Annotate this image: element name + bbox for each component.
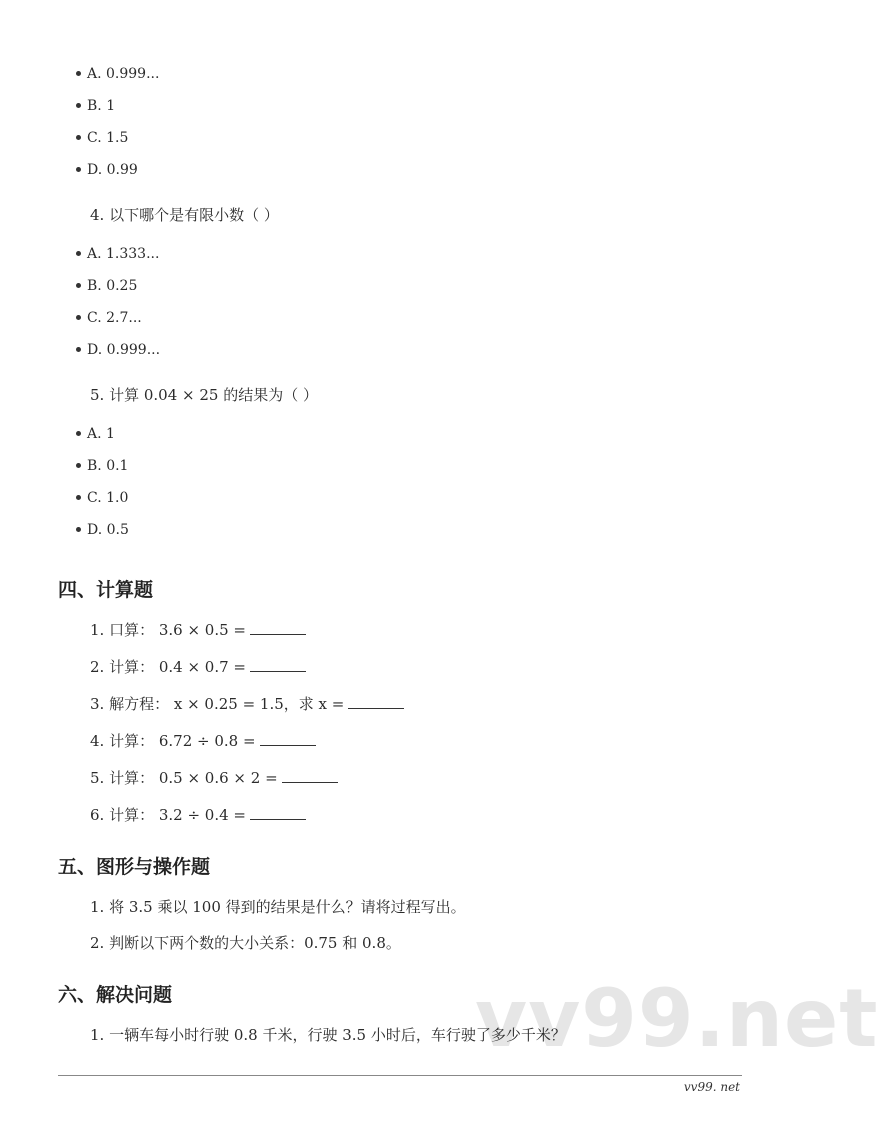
bullet-icon (76, 315, 81, 320)
answer-blank[interactable] (250, 657, 306, 672)
answer-blank[interactable] (250, 805, 306, 820)
q5-stem: 5. 计算 0.04 × 25 的结果为（ ） (90, 386, 318, 404)
calc-item-2: 2. 计算： 0.4 × 0.7 = (90, 657, 306, 677)
q4-stem: 4. 以下哪个是有限小数（ ） (90, 206, 279, 224)
calc-item-6: 6. 计算： 3.2 ÷ 0.4 = (90, 805, 306, 825)
watermark: vv99.net (475, 972, 878, 1065)
answer-blank[interactable] (348, 694, 404, 709)
geometry-item-1: 1. 将 3.5 乘以 100 得到的结果是什么？请将过程写出。 (90, 898, 466, 916)
bullet-icon (76, 431, 81, 436)
calc-item-3: 3. 解方程： x × 0.25 = 1.5，求 x = (90, 694, 404, 714)
q3-option-b: B. 1 (76, 96, 115, 116)
geometry-item-2: 2. 判断以下两个数的大小关系：0.75 和 0.8。 (90, 934, 401, 952)
section-title-calculation: 四、计算题 (58, 579, 154, 601)
calc-item-4: 4. 计算： 6.72 ÷ 0.8 = (90, 731, 316, 751)
q5-option-c: C. 1.0 (76, 488, 128, 508)
bullet-icon (76, 251, 81, 256)
q5-option-a: A. 1 (76, 424, 115, 444)
section-title-geometry: 五、图形与操作题 (58, 856, 211, 878)
calc-item-5: 5. 计算： 0.5 × 0.6 × 2 = (90, 768, 338, 788)
calc-item-1: 1. 口算： 3.6 × 0.5 = (90, 620, 306, 640)
section-title-problems: 六、解决问题 (58, 984, 173, 1006)
bullet-icon (76, 167, 81, 172)
bullet-icon (76, 283, 81, 288)
problem-item-1: 1. 一辆车每小时行驶 0.8 千米，行驶 3.5 小时后，车行驶了多少千米？ (90, 1026, 566, 1044)
bullet-icon (76, 495, 81, 500)
answer-blank[interactable] (250, 620, 306, 635)
bullet-icon (76, 71, 81, 76)
bullet-icon (76, 463, 81, 468)
bullet-icon (76, 347, 81, 352)
footer-site-label: vv99. net (683, 1080, 740, 1094)
answer-blank[interactable] (260, 731, 316, 746)
q3-option-d: D. 0.99 (76, 160, 138, 180)
bullet-icon (76, 527, 81, 532)
bullet-icon (76, 135, 81, 140)
q4-option-a: A. 1.333... (76, 244, 159, 264)
answer-blank[interactable] (282, 768, 338, 783)
q4-option-c: C. 2.7... (76, 308, 142, 328)
q4-option-d: D. 0.999... (76, 340, 160, 360)
bullet-icon (76, 103, 81, 108)
q5-option-b: B. 0.1 (76, 456, 128, 476)
q3-option-a: A. 0.999... (76, 64, 159, 84)
q3-option-c: C. 1.5 (76, 128, 128, 148)
q4-option-b: B. 0.25 (76, 276, 137, 296)
footer-divider (58, 1075, 742, 1076)
q5-option-d: D. 0.5 (76, 520, 129, 540)
